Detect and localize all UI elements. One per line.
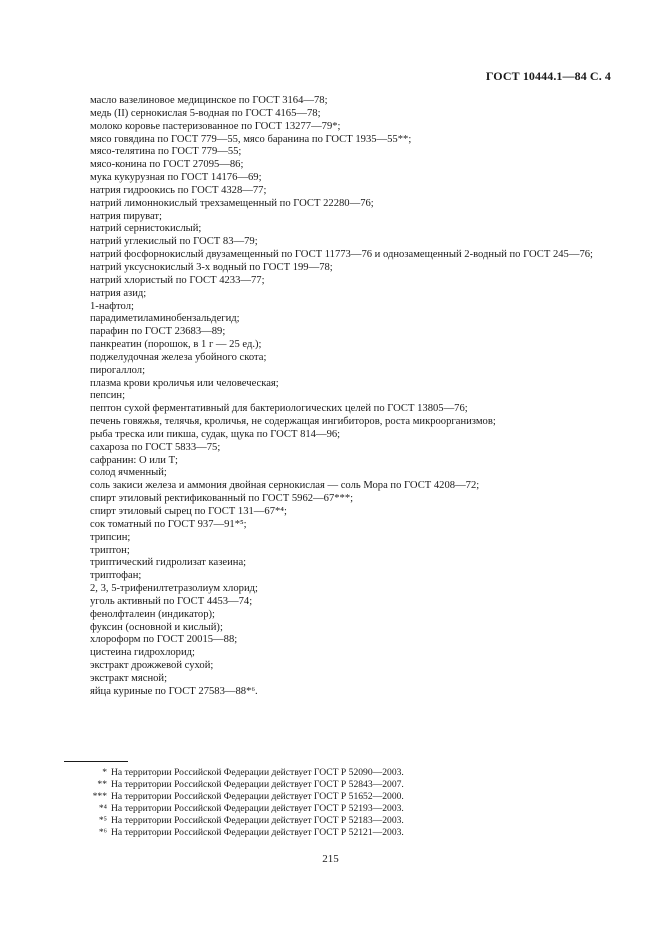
list-item: фуксин (основной и кислый); (90, 621, 223, 633)
list-item: пепсин; (90, 390, 126, 402)
list-item: сафранин: О или Т; (90, 454, 178, 466)
footnote-text: На территории Российской Федерации действует ГОСТ Р 52843—2007. (111, 779, 404, 790)
list-item: экстракт дрожжевой сухой; (90, 660, 214, 672)
list-item: соль закиси железа и аммония двойная сернокислая — соль Мора по ГОСТ 4208—72; (90, 480, 480, 492)
list-item: спирт этиловый сырец по ГОСТ 131—67*⁴; (90, 506, 287, 517)
list-item: экстракт мясной; (90, 672, 168, 684)
list-item: сок томатный по ГОСТ 937—91*⁵; (90, 518, 247, 530)
list-item: яйца куриные по ГОСТ 27583—88*⁶. (90, 685, 258, 697)
list-item: натрия азид; (90, 287, 147, 299)
list-item: хлороформ по ГОСТ 20015—88; (90, 634, 238, 646)
page-header: ГОСТ 10444.1—84 С. 4 (485, 69, 611, 83)
footnote-divider (64, 761, 128, 762)
footnote-text: На территории Российской Федерации действует ГОСТ Р 52193—2003. (111, 803, 404, 814)
list-item: молоко коровье пастеризованное по ГОСТ 13277—79*; (90, 120, 341, 132)
footnote-text: На территории Российской Федерации действует ГОСТ Р 52183—2003. (111, 815, 404, 826)
list-item: натрий хлористый по ГОСТ 4233—77; (90, 274, 265, 286)
list-item: натрий уксуснокислый 3-х водный по ГОСТ 199—78; (90, 261, 333, 273)
list-item: триптон; (90, 544, 130, 556)
list-item: солод ячменный; (90, 467, 167, 479)
footnote-text: На территории Российской Федерации действует ГОСТ Р 52090—2003. (111, 767, 404, 778)
list-item: мука кукурузная по ГОСТ 14176—69; (90, 172, 262, 184)
list-item: медь (II) сернокислая 5-водная по ГОСТ 4165—78; (90, 107, 321, 119)
list-item: парадиметиламинобензальдегид; (90, 313, 240, 325)
list-item: натрия гидроокись по ГОСТ 4328—77; (90, 184, 267, 196)
footnote-mark: *** (92, 791, 107, 802)
list-item: мясо говядина по ГОСТ 779—55, мясо баранина по ГОСТ 1935—55**; (90, 133, 412, 145)
list-item: поджелудочная железа убойного скота; (90, 351, 267, 363)
footnote-text: На территории Российской Федерации действует ГОСТ Р 52121—2003. (111, 827, 404, 838)
list-item: сахароза по ГОСТ 5833—75; (90, 441, 221, 453)
list-item: спирт этиловый ректификованный по ГОСТ 5962—67***; (90, 493, 354, 505)
list-item: масло вазелиновое медицинское по ГОСТ 3164—78; (90, 95, 328, 106)
footnote (64, 815, 610, 827)
list-item: рыба треска или пикша, судак, щука по ГОСТ 814—96; (90, 428, 341, 440)
list-item: пептон сухой ферментативный для бактериологических целей по ГОСТ 13805—76; (90, 403, 468, 415)
footnote (64, 791, 610, 803)
footnote-mark: ** (97, 779, 107, 790)
list-item: 2, 3, 5-трифенилтетразолиум хлорид; (90, 583, 258, 595)
list-item: 1-нафтол; (90, 300, 134, 312)
list-item: натрий сернистокислый; (90, 223, 202, 235)
footnote (64, 827, 610, 839)
list-item: фенолфталеин (индикатор); (90, 608, 215, 620)
list-item: натрий фосфорнокислый двузамещенный по ГОСТ 11773—76 и однозамещенный 2-водный по ГОСТ 245—76; (90, 249, 593, 261)
list-item: уголь активный по ГОСТ 4453—74; (90, 595, 253, 607)
list-item: натрия пируват; (90, 210, 162, 222)
footnote-mark: * (102, 767, 107, 778)
footnote-mark: *⁵ (98, 815, 107, 826)
list-item: трипсин; (90, 531, 131, 543)
footnote-mark: *⁴ (98, 803, 107, 814)
list-item: триптофан; (90, 570, 142, 582)
list-item: пирогаллол; (90, 364, 146, 376)
list-item: мясо-телятина по ГОСТ 779—55; (90, 146, 242, 158)
footnote (64, 779, 610, 791)
list-item: печень говяжья, телячья, кроличья, не содержащая ингибиторов, роста микроорганизмов; (90, 416, 496, 428)
list-item: триптический гидролизат казеина; (90, 557, 247, 569)
list-item: цистеина гидрохлорид; (90, 647, 195, 659)
list-item: плазма крови кроличья или человеческая; (90, 377, 279, 389)
list-item: натрий углекислый по ГОСТ 83—79; (90, 236, 258, 248)
footnotes (64, 767, 610, 839)
page-number: 215 (322, 853, 339, 865)
footnote (64, 803, 610, 815)
list-item: мясо-конина по ГОСТ 27095—86; (90, 159, 244, 171)
list-item: натрий лимоннокислый трехзамещенный по ГОСТ 22280—76; (90, 197, 374, 209)
footnote-text: На территории Российской Федерации действует ГОСТ Р 51652—2000. (111, 791, 404, 802)
footnote (64, 767, 610, 779)
footnote-mark: *⁶ (98, 827, 107, 838)
reagent-list (64, 95, 610, 699)
list-item: панкреатин (порошок, в 1 г — 25 ед.); (90, 339, 262, 351)
list-item: парафин по ГОСТ 23683—89; (90, 326, 226, 338)
